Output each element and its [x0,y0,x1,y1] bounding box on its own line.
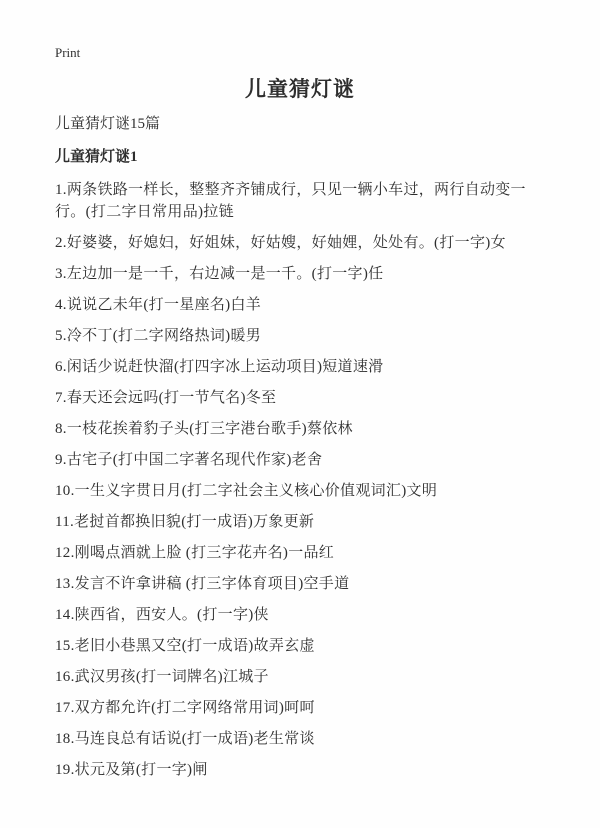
riddle-item: 10.一生义字贯日月(打二字社会主义核心价值观词汇)文明 [55,483,438,499]
riddle-item: 2.好婆婆，好媳妇，好姐妹，好姑嫂，好妯娌，处处有。(打一字)女 [55,235,506,251]
riddle-item: 11.老挝首都换旧貌(打一成语)万象更新 [55,514,315,530]
riddle-item: 1.两条铁路一样长，整整齐齐铺成行，只见一辆小车过，两行自动变一行。(打二字日常用品)拉链 [55,182,526,220]
section-heading: 儿童猜灯谜1 [55,149,138,165]
riddle-item: 12.刚喝点酒就上脸 (打三字花卉名)一品红 [55,545,335,561]
riddle-item: 4.说说乙未年(打一星座名)白羊 [55,297,262,313]
subtitle: 儿童猜灯谜15篇 [55,116,161,132]
riddle-item: 16.武汉男孩(打一词牌名)江城子 [55,669,269,685]
page-title: 儿童猜灯谜 [245,77,355,101]
riddle-item: 5.冷不丁(打二字网络热词)暖男 [55,328,262,344]
riddle-item: 15.老旧小巷黑又空(打一成语)故弄玄虚 [55,638,315,654]
riddle-item: 17.双方都允许(打二字网络常用词)呵呵 [55,700,315,716]
riddle-item: 19.状元及第(打一字)闸 [55,762,208,778]
riddle-item: 14.陕西省，西安人。(打一字)侠 [55,607,269,623]
riddle-item: 18.马连良总有话说(打一成语)老生常谈 [55,731,315,747]
riddle-item: 8.一枝花挨着豹子头(打三字港台歌手)蔡依林 [55,421,353,437]
riddle-item: 6.闲话少说赶快溜(打四字冰上运动项目)短道速滑 [55,359,384,375]
riddle-item: 13.发言不许拿讲稿 (打三字体育项目)空手道 [55,576,350,592]
riddle-item: 3.左边加一是一千，右边减一是一千。(打一字)任 [55,266,384,282]
riddle-item: 7.春天还会远吗(打一节气名)冬至 [55,390,277,406]
print-button[interactable]: Print [55,45,81,60]
riddle-list [55,179,545,781]
riddle-item: 9.古宅子(打中国二字著名现代作家)老舍 [55,452,323,468]
